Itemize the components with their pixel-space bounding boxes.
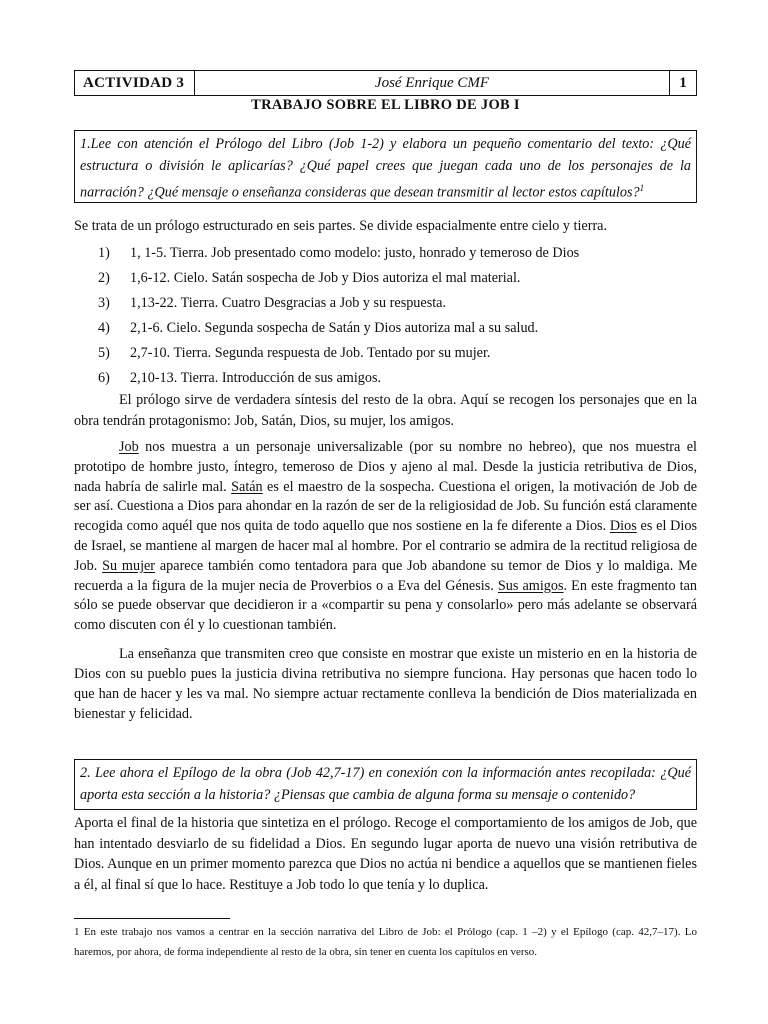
- footnote: 1 En este trabajo nos vamos a centrar en la sección narrativa del Libro de Job: el Prólogo (cap. 1 –2) y el Epílogo (cap. 42,7–17). Lo haremos, por ahora, de forma independiente al resto de la obra, sin tener en cuenta los capítulos en verso.: [74, 926, 697, 958]
- page-number: 1: [679, 74, 687, 91]
- header-table: [74, 70, 697, 96]
- list-item: 3) 1,13-22. Tierra. Cuatro Desgracias a Job y su respuesta.: [98, 295, 447, 311]
- activity-label: ACTIVIDAD 3: [75, 71, 195, 95]
- synthesis-paragraph: El prólogo sirve de verdadera síntesis del resto de la obra. Aquí se recogen los personajes que en la obra tendrán protagonismo: Job, Satán, Dios, su mujer, los amigos.: [74, 392, 697, 429]
- question-1-box: [74, 130, 697, 203]
- char-amigos: Sus amigos: [497, 577, 564, 594]
- char-satan: Satán: [231, 478, 263, 495]
- question-1-text: 1.Lee con atención el Prólogo del Libro (Job 1-2) y elabora un pequeño comentario del texto: ¿Qué estructura o división le aplicarías? ¿Qué papel crees que juegan cada uno de los personajes de la narración? ¿Qué mensaje o enseñanza consideras que desean transmitir al lector estos capítulos?: [80, 136, 691, 201]
- list-item: 4) 2,1-6. Cielo. Segunda sospecha de Satán y Dios autoriza mal a su salud.: [98, 320, 539, 336]
- teaching-paragraph: La enseñanza que transmiten creo que consiste en mostrar que existe un misterio en en la historia de Dios con su pueblo pues la justicia divina retributiva no siempre funciona. Hay personas que hacen todo lo que han de hacer y les va mal. No siempre actuar rectamente conlleva la bendición de Dios materializada en bienestar y felicidad.: [74, 646, 697, 722]
- characters-paragraph: Job nos muestra a un personaje universalizable (por su nombre no hebreo), que nos muestra el prototipo de hombre justo, íntegro, temeroso de Dios y ajeno al mal. Desde la justicia retributiva de Dios, nada habría de salirle mal. Satán es el maestro de la sospecha. Cuestiona el origen, la motivación de Job de ser así. Cuestiona a Dios para ahondar en la razón de ser de la religiosidad de Job. Su función está claramente recogida como aquél que nos quita de todo aquello que nos sostiene en la fe diferente a Dios. Dios es el Dios de Israel, se mantiene al margen de hacer mal al hombre. Por el contrario se admira de la rectitud religiosa de Job. Su mujer aparece también como tentadora para que Job abandone su temor de Dios y lo maldiga. Me recuerda a la figura de la mujer necia de Proverbios o a Eva del Génesis. Sus amigos. En este fragmento tan sólo se puede observar que decidieron ir a «compartir su pena y consolarlo» pero más adelante se observará como discuten con él y lo cuestionan también.: [74, 439, 697, 634]
- footnote-separator: [74, 918, 230, 919]
- intro-paragraph: Se trata de un prólogo estructurado en seis partes. Se divide espacialmente entre cielo y tierra.: [74, 218, 608, 234]
- list-item: 2) 1,6-12. Cielo. Satán sospecha de Job y Dios autoriza el mal material.: [98, 270, 521, 286]
- char-job: Job: [119, 439, 139, 455]
- author-name: José Enrique CMF: [195, 71, 670, 95]
- list-item: 5) 2,7-10. Tierra. Segunda respuesta de Job. Tentado por su mujer.: [98, 345, 491, 361]
- footnote-ref: 1: [639, 183, 645, 193]
- document-title: TRABAJO SOBRE EL LIBRO DE JOB I: [251, 97, 520, 113]
- question-2-text: 2. Lee ahora el Epílogo de la obra (Job 42,7-17) en conexión con la información antes recopilada: ¿Qué aporta esta sección a la historia? ¿Piensas que cambia de alguna forma su mensaje o contenido?: [80, 765, 691, 803]
- list-item: 1) 1, 1-5. Tierra. Job presentado como modelo: justo, honrado y temeroso de Dios: [98, 245, 580, 261]
- answer-2-paragraph: Aporta el final de la historia que sintetiza en el prólogo. Recoge el comportamiento de los amigos de Job, que han intentado desviarlo de su fidelidad a Dios. En segundo lugar aporta de nuevo una visión retributiva de Dios. Aunque en un primer momento parezca que Dios no actúa ni bendice a aquellos que se mantienen fieles a él, al final sí que lo hace. Restituye a Job todo lo que tenía y lo duplica.: [74, 815, 697, 893]
- list-item: 6) 2,10-13. Tierra. Introducción de sus amigos.: [98, 370, 382, 386]
- question-2-box: [74, 759, 697, 810]
- char-mujer: Su mujer: [102, 557, 156, 574]
- char-dios: Dios: [609, 518, 637, 535]
- structure-list: [74, 241, 697, 391]
